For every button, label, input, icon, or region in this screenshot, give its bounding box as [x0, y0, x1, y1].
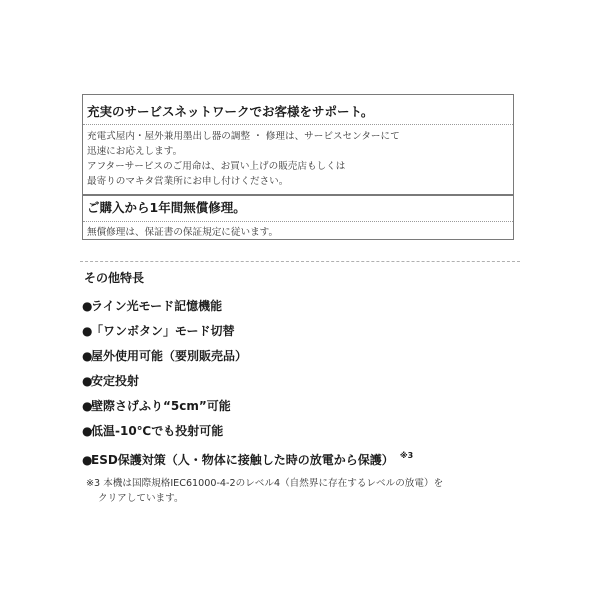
bullet-icon: ● [82, 374, 93, 388]
feature-list [82, 298, 522, 467]
section-divider [80, 261, 520, 262]
warranty-box [82, 194, 514, 240]
feature-label: 壁際さげふり“5cm”可能 [91, 399, 231, 413]
feature-item [82, 373, 522, 389]
service-line: 充電式屋内・屋外兼用墨出し器の調整 ・ 修理は、サービスセンターにて [87, 131, 400, 142]
feature-label: ライン光モード記憶機能 [91, 299, 223, 313]
feature-item [82, 298, 522, 314]
divider [83, 221, 513, 222]
bullet-icon: ● [82, 424, 93, 438]
feature-label: ESD保護対策（人・物体に接触した時の放電から保護） [91, 453, 394, 467]
footnote-line: クリアしています。 [98, 493, 184, 504]
warranty-text: 無償修理は、保証書の保証規定に従います。 [87, 227, 279, 238]
features-title: その他特長 [84, 271, 145, 285]
feature-label: 屋外使用可能（要別販売品） [91, 349, 248, 363]
bullet-icon: ● [82, 299, 93, 313]
service-line: 迅速にお応えします。 [87, 146, 183, 157]
bullet-icon: ● [82, 453, 93, 467]
footnote-marker: ※3 [399, 451, 414, 460]
divider [83, 124, 513, 125]
feature-item [82, 423, 522, 439]
footnote-line: ※3 本機は国際規格IEC61000-4-2のレベル4（自然界に存在するレベルの放電）を [86, 478, 444, 489]
feature-label: 低温-10℃でも投射可能 [91, 424, 224, 438]
bullet-icon: ● [82, 399, 93, 413]
bullet-icon: ● [82, 324, 93, 338]
service-text [83, 127, 513, 189]
feature-item [82, 448, 522, 467]
service-line: 最寄りのマキタ営業所にお申し付けください。 [87, 176, 289, 187]
footnote [86, 476, 526, 506]
feature-item [82, 323, 522, 339]
service-network-box [82, 94, 514, 196]
bullet-icon: ● [82, 349, 93, 363]
other-features [82, 270, 522, 467]
feature-label: 「ワンボタン」モード切替 [91, 324, 235, 338]
feature-item [82, 398, 522, 414]
warranty-heading: ご購入から1年間無償修理。 [87, 200, 246, 215]
feature-item [82, 348, 522, 364]
feature-label: 安定投射 [91, 374, 140, 388]
service-heading: 充実のサービスネットワークでお客様をサポート。 [87, 104, 374, 119]
service-line: アフターサービスのご用命は、お買い上げの販売店もしくは [87, 161, 346, 172]
